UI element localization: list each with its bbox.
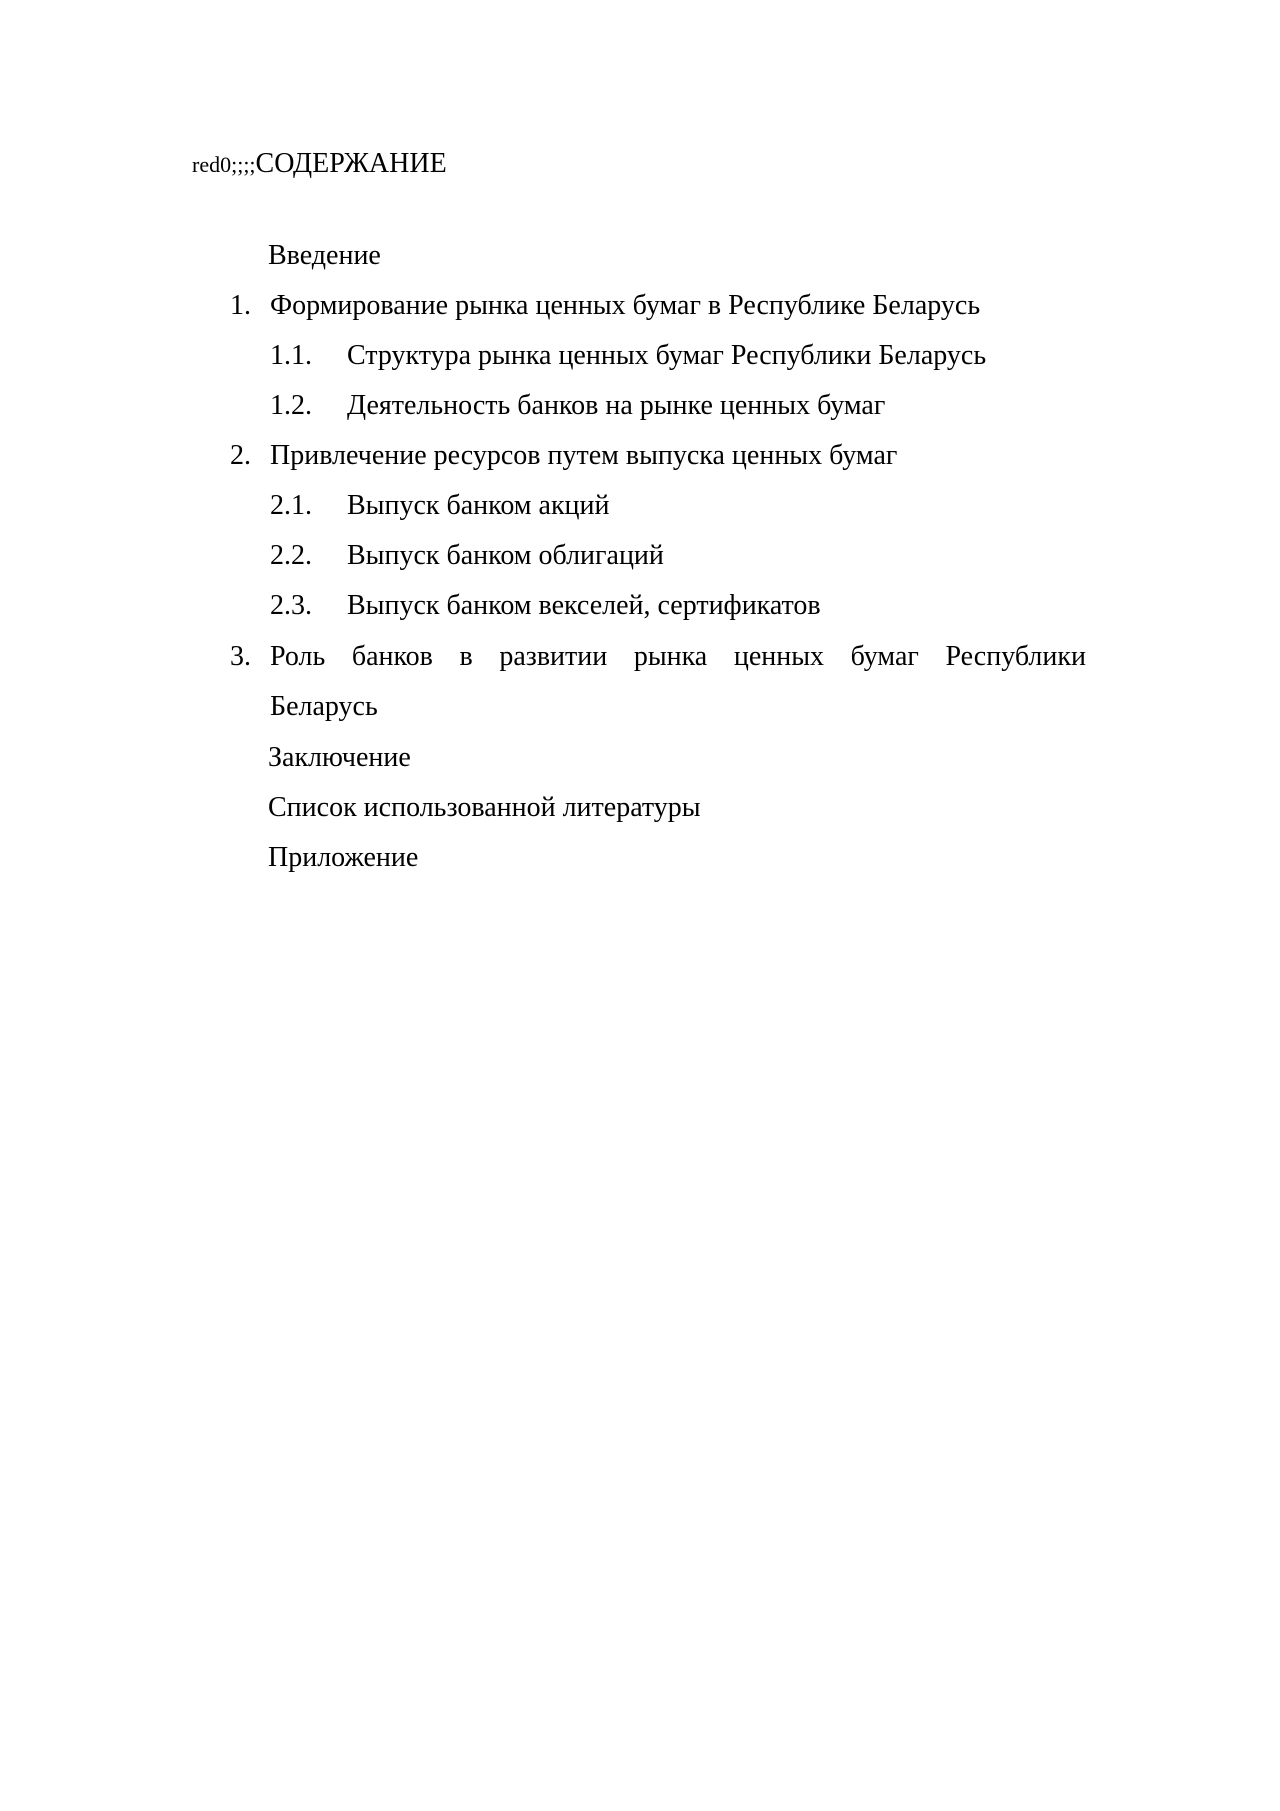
toc-section-1-title: Формирование рынка ценных бумаг в Республике Беларусь xyxy=(270,290,981,321)
toc-section-2-1-title: Выпуск банком акций xyxy=(347,490,610,521)
toc-section-3-word: рынка xyxy=(633,641,708,672)
toc-section-3-word: Роль xyxy=(270,641,326,672)
toc-section-2-3-title: Выпуск банком векселей, сертификатов xyxy=(347,590,821,621)
toc-item-conclusion: Заключение xyxy=(268,742,411,773)
toc-section-3-word: Республики xyxy=(945,641,1086,672)
toc-section-2-2-number: 2.2. xyxy=(270,540,312,571)
toc-section-3-title-continuation: Беларусь xyxy=(270,691,378,722)
toc-section-2-1-number: 2.1. xyxy=(270,490,312,521)
toc-section-3-number: 3. xyxy=(230,641,251,672)
toc-section-3-word: ценных xyxy=(733,641,825,672)
toc-section-2-title: Привлечение ресурсов путем выпуска ценных бумаг xyxy=(270,440,898,471)
toc-section-3-word: развитии xyxy=(499,641,608,672)
toc-item-appendix: Приложение xyxy=(268,842,419,873)
toc-section-1-2-title: Деятельность банков на рынке ценных бумаг xyxy=(347,390,886,421)
toc-section-1-1-number: 1.1. xyxy=(270,340,312,371)
toc-section-3-title-line xyxy=(270,643,1086,671)
toc-item-references: Список использованной литературы xyxy=(268,792,701,823)
toc-section-1-2-number: 1.2. xyxy=(270,390,312,421)
toc-section-1-1-title: Структура рынка ценных бумаг Республики Беларусь xyxy=(347,340,987,371)
toc-section-2-number: 2. xyxy=(230,440,251,471)
toc-section-2-2-title: Выпуск банком облигаций xyxy=(347,540,664,571)
heading-prefix: red0;;;; xyxy=(192,152,256,177)
toc-section-3-word: банков xyxy=(351,641,433,672)
toc-section-2-3-number: 2.3. xyxy=(270,590,312,621)
toc-section-1-number: 1. xyxy=(230,290,251,321)
toc-section-3-word: бумаг xyxy=(850,641,919,672)
heading-title: СОДЕРЖАНИЕ xyxy=(255,148,447,179)
toc-item-introduction: Введение xyxy=(268,240,381,271)
toc-section-3-word: в xyxy=(459,641,473,672)
